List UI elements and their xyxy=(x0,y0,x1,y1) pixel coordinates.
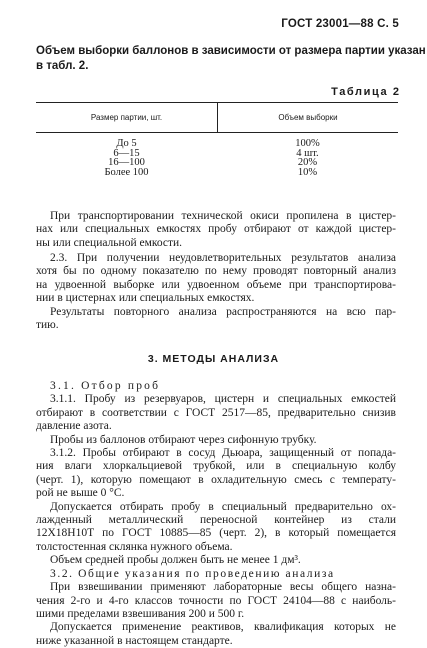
subheading-3-2: 3.2. Общие указания по проведению анализа xyxy=(50,567,335,580)
table-cell: Более 100 xyxy=(104,166,149,178)
text-line: чения 2-го и 4-го классов точности по ГОСТ 24104—88 с наиболь- xyxy=(36,594,396,607)
paragraph-repeat-results xyxy=(36,306,396,333)
table-title-word: Таблица xyxy=(331,86,389,98)
intro-line: в табл. 2. xyxy=(36,60,89,72)
text-line: Допускается отбирать пробу в специальный предварительно ох- xyxy=(50,500,396,513)
section-title-analysis-methods: 3. МЕТОДЫ АНАЛИЗА xyxy=(147,353,280,365)
table-cell: 6—15 xyxy=(113,147,140,159)
subheading-3-1: 3.1. Отбор проб xyxy=(50,380,161,392)
table-cell: 20% xyxy=(297,157,318,168)
column-sample-volume xyxy=(217,139,398,177)
text-line: отбирают в соответствии с ГОСТ 2517—85, предварительно снизив xyxy=(36,406,396,419)
text-line: ния влаги хлоркальциевой трубкой, или в специальную колбу xyxy=(36,460,396,473)
section-3-body xyxy=(36,380,396,648)
table-body xyxy=(36,133,398,177)
text-line: 2.3. При получении неудовлетворительных результатов анализа xyxy=(50,252,396,264)
column-header-batch-size: Размер партии, шт. xyxy=(36,103,218,132)
text-line: рой не выше 0 °С. xyxy=(36,487,125,500)
text-line: Объем средней пробы должен быть не менее 1 дм³. xyxy=(50,554,301,567)
text-line: на удвоенной выборке или удвоенном объеме при транспортирова- xyxy=(36,278,396,291)
text-line: лажденный металлический переносной контейнер из стали xyxy=(36,514,396,527)
table-cell: 4 шт. xyxy=(296,147,319,159)
text-line: нах или специальных емкостях пробу отбирают от каждой цистер- xyxy=(36,223,396,236)
paragraph-2-3 xyxy=(36,252,396,306)
text-line: нии в цистернах или специальных емкостях. xyxy=(36,292,255,305)
text-line: шими пределами взвешивания 200 и 500 г. xyxy=(36,607,245,620)
table-cell: 10% xyxy=(297,166,318,178)
text-line: ниже указанной в настоящем стандарте. xyxy=(36,634,233,647)
text-line: Пробы из баллонов отбирают через сифонную трубку. xyxy=(50,433,317,446)
table-cell: 16—100 xyxy=(108,157,145,168)
table-header-row xyxy=(36,103,398,132)
column-batch-size xyxy=(36,139,217,177)
paragraph-tank-sampling xyxy=(36,210,396,250)
table-title xyxy=(331,86,399,98)
table-cell: До 5 xyxy=(116,138,137,149)
text-line: При взвешивании применяют лабораторные весы общего назна- xyxy=(50,581,396,594)
text-line: (черт. 1), которую помещают в охладительную смесь с температу- xyxy=(36,473,396,486)
intro-paragraph xyxy=(36,44,426,74)
intro-line: Объем выборки баллонов в зависимости от размера партии указан xyxy=(36,45,426,57)
text-line: 3.1.1. Пробу из резервуаров, цистерн и специальных емкостей xyxy=(50,393,396,406)
text-line: Допускается применение реактивов, квалификация которых не xyxy=(50,621,396,634)
page-header: ГОСТ 23001—88 С. 5 xyxy=(281,18,399,30)
text-line: толстостенная склянка нужного объема. xyxy=(36,540,233,553)
table-cell: 100% xyxy=(295,138,320,149)
text-line: 12Х18Н10Т по ГОСТ 10885—85 (черт. 2), в который помещается xyxy=(36,527,396,540)
sample-size-table xyxy=(36,102,398,177)
text-line: тию. xyxy=(36,319,59,332)
table-title-number: 2 xyxy=(392,86,399,98)
text-line: ны или специальной емкости. xyxy=(36,236,183,249)
text-line: давление азота. xyxy=(36,420,112,433)
text-line: При транспортировании технической окиси пропилена в цистер- xyxy=(50,210,396,222)
text-line: Результаты повторного анализа распространяются на всю пар- xyxy=(50,306,396,318)
text-line: хотя бы по одному показателю по нему проводят повторный анализ xyxy=(36,265,396,278)
text-line: 3.1.2. Пробы отбирают в сосуд Дьюара, защищенный от попада- xyxy=(50,447,396,460)
column-header-sample-volume: Объем выборки xyxy=(278,113,338,122)
